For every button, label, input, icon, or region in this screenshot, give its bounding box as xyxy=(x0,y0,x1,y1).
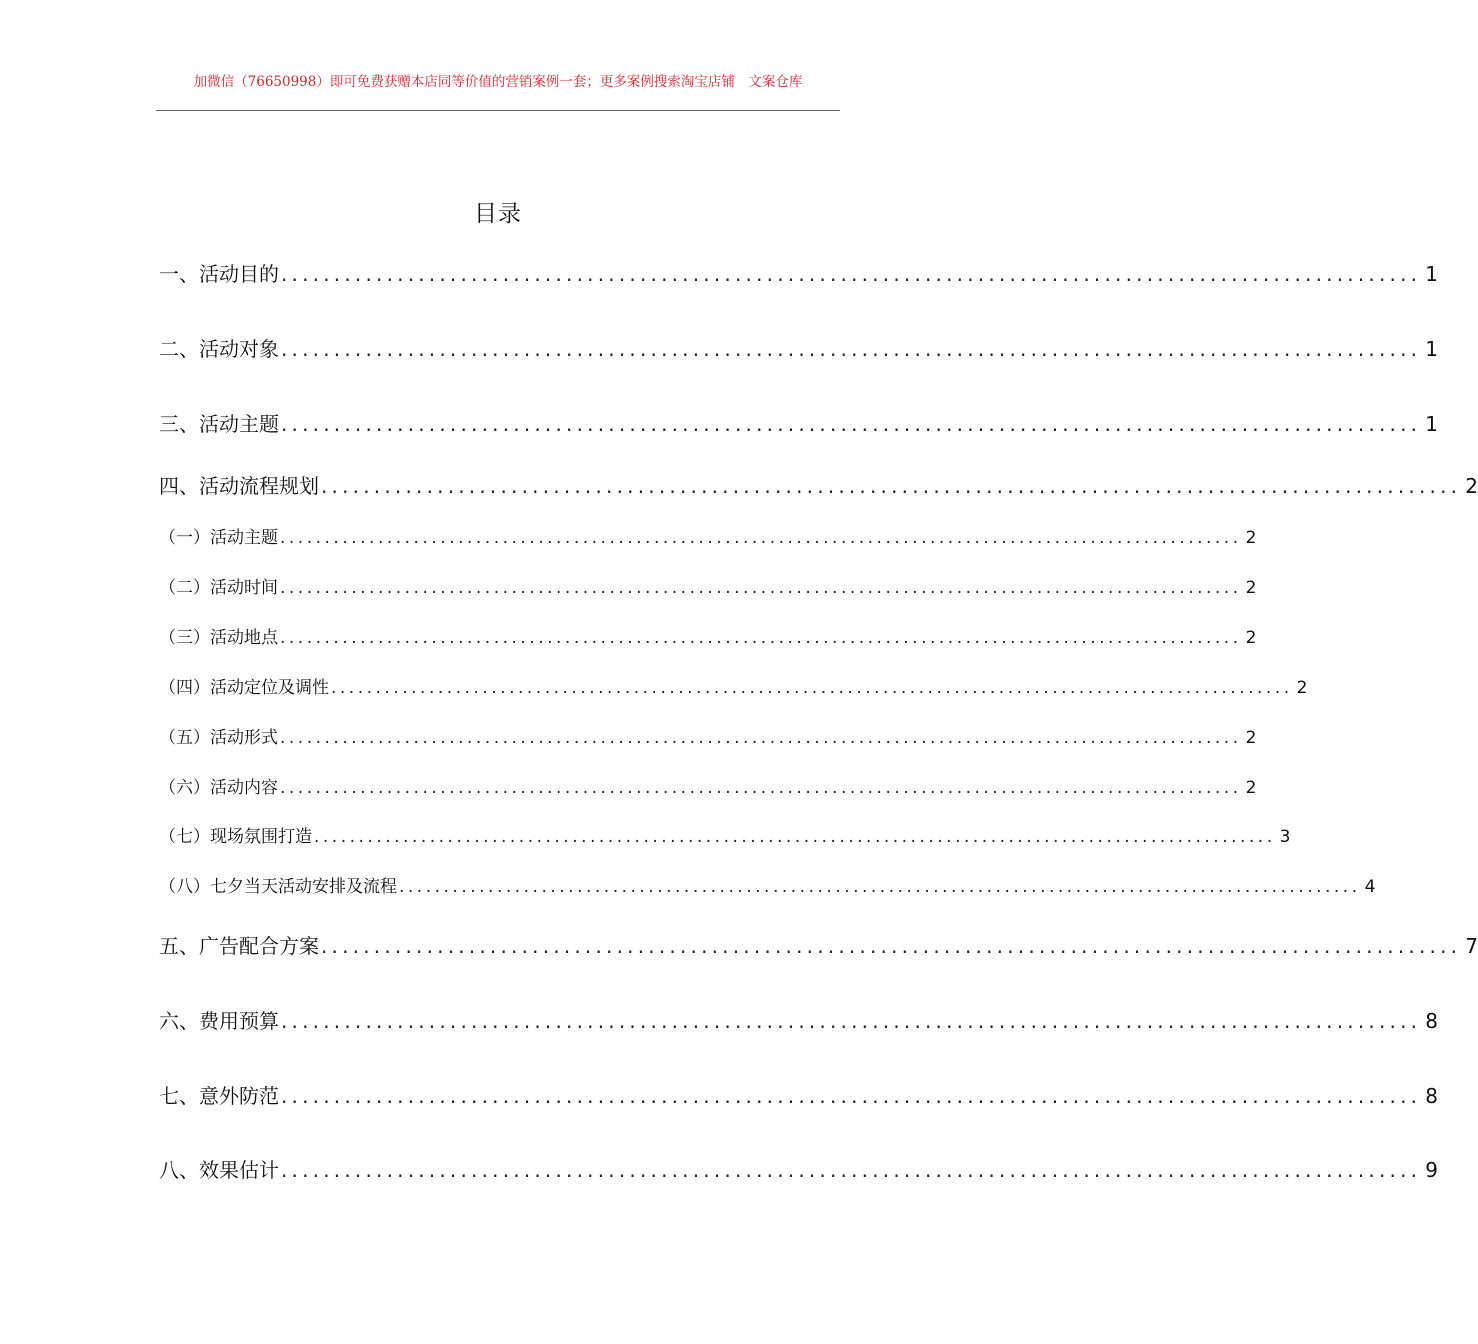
toc-entry-label: 活动目的 xyxy=(199,262,279,286)
toc-subentry[interactable] xyxy=(159,872,1376,897)
toc-entry[interactable] xyxy=(159,258,1438,286)
toc-subentry[interactable] xyxy=(159,723,1257,748)
header-divider xyxy=(156,110,840,111)
toc-page-number: 2 xyxy=(1245,778,1257,798)
toc-entry[interactable] xyxy=(159,1154,1438,1182)
toc-entry[interactable] xyxy=(159,333,1438,361)
toc-entry[interactable] xyxy=(159,408,1438,436)
toc-subentry[interactable] xyxy=(159,773,1257,798)
toc-title: 目录 xyxy=(474,201,522,227)
toc-page-number: 2 xyxy=(1465,474,1478,498)
toc-entry-label: 四、活动流程规划 xyxy=(159,474,319,498)
toc-dot-leader: ............................................................................................................ xyxy=(399,877,1361,897)
toc-page-number: 8 xyxy=(1425,1084,1438,1108)
toc-entry-label: （七）现场氛围打造 xyxy=(159,827,312,847)
toc-dot-leader: ............................................................................................................ xyxy=(280,528,1242,548)
toc-page-number: 2 xyxy=(1245,728,1257,748)
toc-subentry[interactable] xyxy=(159,573,1257,598)
toc-dot-leader: ............................................................................................................ xyxy=(281,337,1422,361)
toc-dot-leader: ............................................................................................................ xyxy=(281,1084,1422,1108)
toc-dot-leader: ............................................................................................................ xyxy=(281,412,1422,436)
toc-entry-label: （八）七夕当天活动安排及流程 xyxy=(159,877,397,897)
toc-entry[interactable] xyxy=(159,1005,1438,1033)
toc-entry-number: 一、 xyxy=(159,262,199,286)
toc-dot-leader: ............................................................................................................ xyxy=(281,262,1422,286)
toc-dot-leader: ............................................................................................................ xyxy=(314,827,1276,847)
toc-page-number: 2 xyxy=(1245,528,1257,548)
toc-entry[interactable] xyxy=(159,1080,1438,1108)
toc-page-number: 7 xyxy=(1465,934,1478,958)
toc-page-number: 2 xyxy=(1245,628,1257,648)
toc-subentry[interactable] xyxy=(159,523,1257,548)
toc-entry-label: 五、广告配合方案 xyxy=(159,934,319,958)
toc-dot-leader: ............................................................................................................ xyxy=(280,728,1242,748)
toc-page-number: 9 xyxy=(1425,1158,1438,1182)
toc-page-number: 2 xyxy=(1245,578,1257,598)
toc-subentry[interactable] xyxy=(159,623,1257,648)
toc-page-number: 2 xyxy=(1296,678,1308,698)
toc-entry-label: 八、效果估计 xyxy=(159,1158,279,1182)
toc-entry-label: （五）活动形式 xyxy=(159,728,278,748)
toc-entry[interactable] xyxy=(159,470,1478,498)
toc-entry-label: （一）活动主题 xyxy=(159,528,278,548)
toc-dot-leader: ............................................................................................................ xyxy=(280,578,1242,598)
toc-entry-label: 七、意外防范 xyxy=(159,1084,279,1108)
toc-page-number: 3 xyxy=(1279,827,1291,847)
toc-entry-label: 三、活动主题 xyxy=(159,412,279,436)
toc-page-number: 1 xyxy=(1425,337,1438,361)
toc-entry-number: 二、 xyxy=(159,337,199,361)
toc-entry-label: （四）活动定位及调性 xyxy=(159,678,329,698)
toc-entry-label: （三）活动地点 xyxy=(159,628,278,648)
toc-dot-leader: ............................................................................................................ xyxy=(331,678,1293,698)
toc-page-number: 1 xyxy=(1425,412,1438,436)
toc-entry-label: 六、费用预算 xyxy=(159,1009,279,1033)
toc-dot-leader: ............................................................................................................ xyxy=(321,934,1462,958)
toc-entry-label: （二）活动时间 xyxy=(159,578,278,598)
toc-dot-leader: ............................................................................................................ xyxy=(280,628,1242,648)
toc-subentry[interactable] xyxy=(159,822,1291,847)
promo-header-text: 加微信（76650998）即可免费获赠本店同等价值的营销案例一套；更多案例搜索淘宝店铺 文案仓库 xyxy=(193,74,803,90)
toc-page-number: 4 xyxy=(1364,877,1376,897)
toc-dot-leader: ............................................................................................................ xyxy=(281,1158,1422,1182)
toc-entry-label: （六）活动内容 xyxy=(159,778,278,798)
toc-page-number: 1 xyxy=(1425,262,1438,286)
toc-dot-leader: ............................................................................................................ xyxy=(321,474,1462,498)
toc-page-number: 8 xyxy=(1425,1009,1438,1033)
toc-subentry[interactable] xyxy=(159,673,1308,698)
toc-entry-label: 活动对象 xyxy=(199,337,279,361)
toc-dot-leader: ............................................................................................................ xyxy=(280,778,1242,798)
toc-dot-leader: ............................................................................................................ xyxy=(281,1009,1422,1033)
toc-entry[interactable] xyxy=(159,930,1478,958)
